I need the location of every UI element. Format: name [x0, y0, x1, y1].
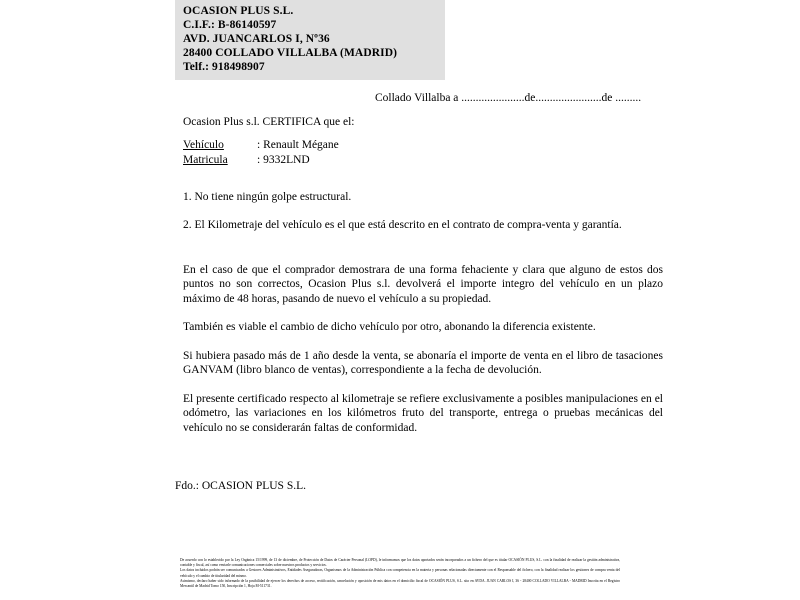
paragraph-refund: En el caso de que el comprador demostrara de una forma fehaciente y clara que alguno de estos dos puntos no son correctos, Ocasion Plus s.l. devolverá el importe integro del vehículo en un plazo máximo de 48 horas, pasando de nuevo el vehículo a su propiedad.: [183, 263, 663, 305]
field-matricula-label: Matricula: [183, 153, 228, 166]
paragraph-odometer: El presente certificado respecto al kilometraje se refiere exclusivamente a posibles manipulaciones en el odómetro, las variaciones en los kilómetros fruto del transporte, entrega o pruebas mecánicas del vehículo no se considerarán faltas de conformidad.: [183, 392, 663, 434]
field-vehiculo-label: Vehículo: [183, 138, 224, 151]
legal-footer-line-3: Asimismo, declaro haber sido informado de la posibilidad de ejercer los derechos de acceso, rectificación, cancelación y oposición de mis datos en el domicilio fiscal de OCASIÓN PLUS, S.L. sito en AVDA. JUAN CARLOS I, 36 - 28400 COLLADO VILLALBA - MADRID Inscrita en el Registro Mercantil de Madrid Tomo 150, Inscripción 1, Hoja M-511731.: [180, 578, 620, 589]
paragraph-exchange: También es viable el cambio de dicho vehículo por otro, abonando la diferencia existente.: [183, 321, 596, 333]
letterhead-city: 28400 COLLADO VILLALBA (MADRID): [183, 47, 398, 59]
letterhead-block: [175, 0, 445, 80]
legal-footer-line-2: Los datos incluidos podrán ser comunicados a Gestores Administrativos, Entidades Aseguradoras, Organismos de la Administración Pública con competencia en la materia y personas relacionadas directamente con el Responsable del fichero, con la finalidad realizar los gestiones de compra venta del vehículo y el cambio de titularidad del mismo.: [180, 568, 620, 578]
field-vehiculo-value: : Renault Mégane: [257, 138, 339, 151]
signature-line: Fdo.: OCASION PLUS S.L.: [175, 480, 306, 492]
point-2: 2. El Kilometraje del vehículo es el que está descrito en el contrato de compra-venta y garantía.: [183, 219, 622, 231]
legal-footer-line-1: De acuerdo con lo establecido por la Ley Orgánica 15/1999, de 13 de diciembre, de Protección de Datos de Carácter Personal (LOPD), le informamos que los datos aportados serán incorporados a un fichero del que es titular OCASIÓN PLUS, S.L. con la finalidad de realizar la gestión administrativa, contable y fiscal, así como enviarle comunicaciones comerciales sobre nuestros productos y servicios.: [180, 558, 620, 568]
letterhead-cif: C.I.F.: B-86140597: [183, 19, 277, 31]
letterhead-phone: Telf.: 918498907: [183, 61, 265, 73]
field-matricula: [183, 153, 663, 168]
document-body: [183, 115, 663, 435]
point-1: 1. No tiene ningún golpe estructural.: [183, 190, 352, 203]
field-vehiculo: [183, 138, 663, 153]
legal-footer: [180, 558, 620, 589]
place-and-date-line: Collado Villalba a ......................de.......................de .........: [375, 92, 642, 104]
certifies-intro: Ocasion Plus s.l. CERTIFICA que el:: [183, 116, 355, 128]
field-matricula-value: : 9332LND: [257, 153, 310, 166]
letterhead-company-name: OCASION PLUS S.L.: [183, 5, 294, 17]
paragraph-one-year: Si hubiera pasado más de 1 año desde la venta, se abonaría el importe de venta en el libro de tasaciones GANVAM (libro blanco de ventas), correspondiente a la fecha de devolución.: [183, 349, 663, 376]
letterhead-address: AVD. JUANCARLOS I, Nº36: [183, 33, 330, 45]
